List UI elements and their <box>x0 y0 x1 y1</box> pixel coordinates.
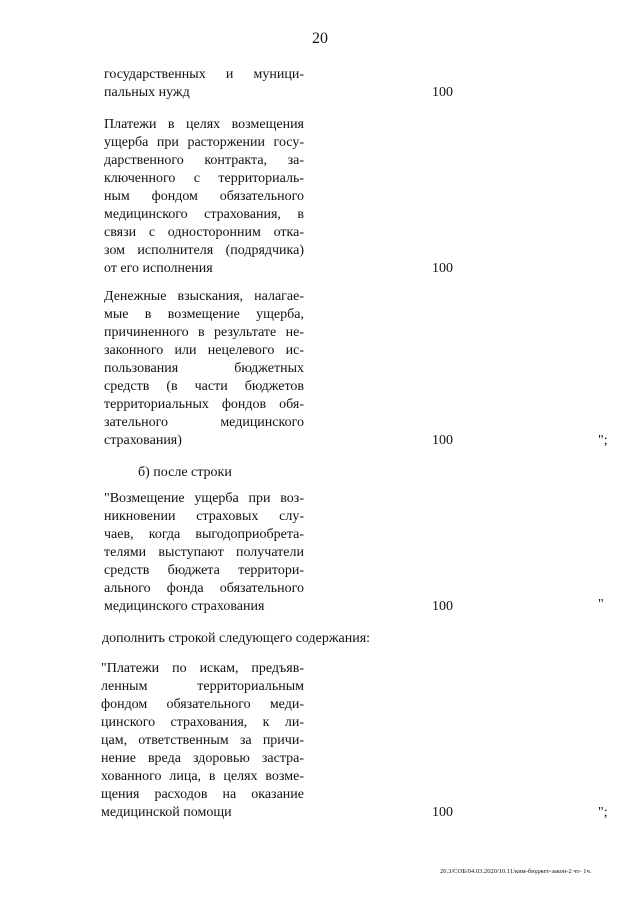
row-value-1: 100 <box>432 85 453 100</box>
text-line: ущерба при расторжении госу- <box>104 135 304 150</box>
text-line: "Платежи по искам, предъяв- <box>101 661 304 676</box>
row-value-2: 100 <box>432 261 453 276</box>
page-number: 20 <box>312 30 328 47</box>
text-line: медицинского страхования <box>104 599 265 614</box>
closing-quote-mark: "; <box>598 805 608 820</box>
row-value-5: 100 <box>432 805 453 820</box>
text-line: ленным территориальным <box>101 679 304 694</box>
row-text-block-4 <box>104 490 304 616</box>
row-text-block-3 <box>104 288 304 450</box>
text-line: средств (в части бюджетов <box>104 379 304 394</box>
text-line: государственных и муници- <box>104 67 304 82</box>
closing-quote-mark: "; <box>598 433 608 448</box>
text-line: мые в возмещение ущерба, <box>104 307 304 322</box>
add-line-instruction: дополнить строкой следующего содержания: <box>102 631 371 646</box>
text-line: зом исполнителя (подрядчика) <box>104 243 304 258</box>
row-text-block-2 <box>104 116 304 278</box>
text-line: "Возмещение ущерба при воз- <box>104 491 304 506</box>
text-line: страхования) <box>104 433 182 448</box>
text-line: средств бюджета территори- <box>104 563 304 578</box>
text-line: пользования бюджетных <box>104 361 304 376</box>
text-line: Денежные взыскания, налагае- <box>104 289 304 304</box>
text-line: щения расходов на оказание <box>101 787 304 802</box>
text-line: медицинской помощи <box>101 805 232 820</box>
text-line: причиненного в результате не- <box>104 325 304 340</box>
text-line: законного или нецелевого ис- <box>104 343 304 358</box>
document-footer-reference: 20.3/СОБ/04.03.2020/10.11/ким-бюджет-закон-2 чт- 1ч. <box>440 868 592 875</box>
text-line: Платежи в целях возмещения <box>104 117 304 132</box>
text-line: телями выступают получатели <box>104 545 304 560</box>
row-value-3: 100 <box>432 433 453 448</box>
text-line: никновении страховых слу- <box>104 509 304 524</box>
closing-quote-mark: " <box>598 597 604 612</box>
row-value-4: 100 <box>432 599 453 614</box>
text-line: медицинского страхования, в <box>104 207 304 222</box>
text-line: чаев, когда выгодоприобрета- <box>104 527 304 542</box>
text-line: цам, ответственным за причи- <box>101 733 304 748</box>
text-line: ключенного с территориаль- <box>104 171 304 186</box>
text-line: территориальных фондов обя- <box>104 397 304 412</box>
row-text-block-5 <box>101 660 304 822</box>
text-line: нение вреда здоровью застра- <box>101 751 304 766</box>
item-b-heading: б) после строки <box>138 465 232 480</box>
row-text-block-1 <box>104 66 304 102</box>
text-line: связи с односторонним отка- <box>104 225 304 240</box>
text-line: ального фонда обязательного <box>104 581 304 596</box>
text-line: дарственного контракта, за- <box>104 153 304 168</box>
text-line: цинского страхования, к ли- <box>101 715 304 730</box>
text-line: фондом обязательного меди- <box>101 697 304 712</box>
text-line: зательного медицинского <box>104 415 304 430</box>
text-line: пальных нужд <box>104 85 190 100</box>
text-line: хованного лица, в целях возме- <box>101 769 304 784</box>
text-line: ным фондом обязательного <box>104 189 304 204</box>
text-line: от его исполнения <box>104 261 213 276</box>
